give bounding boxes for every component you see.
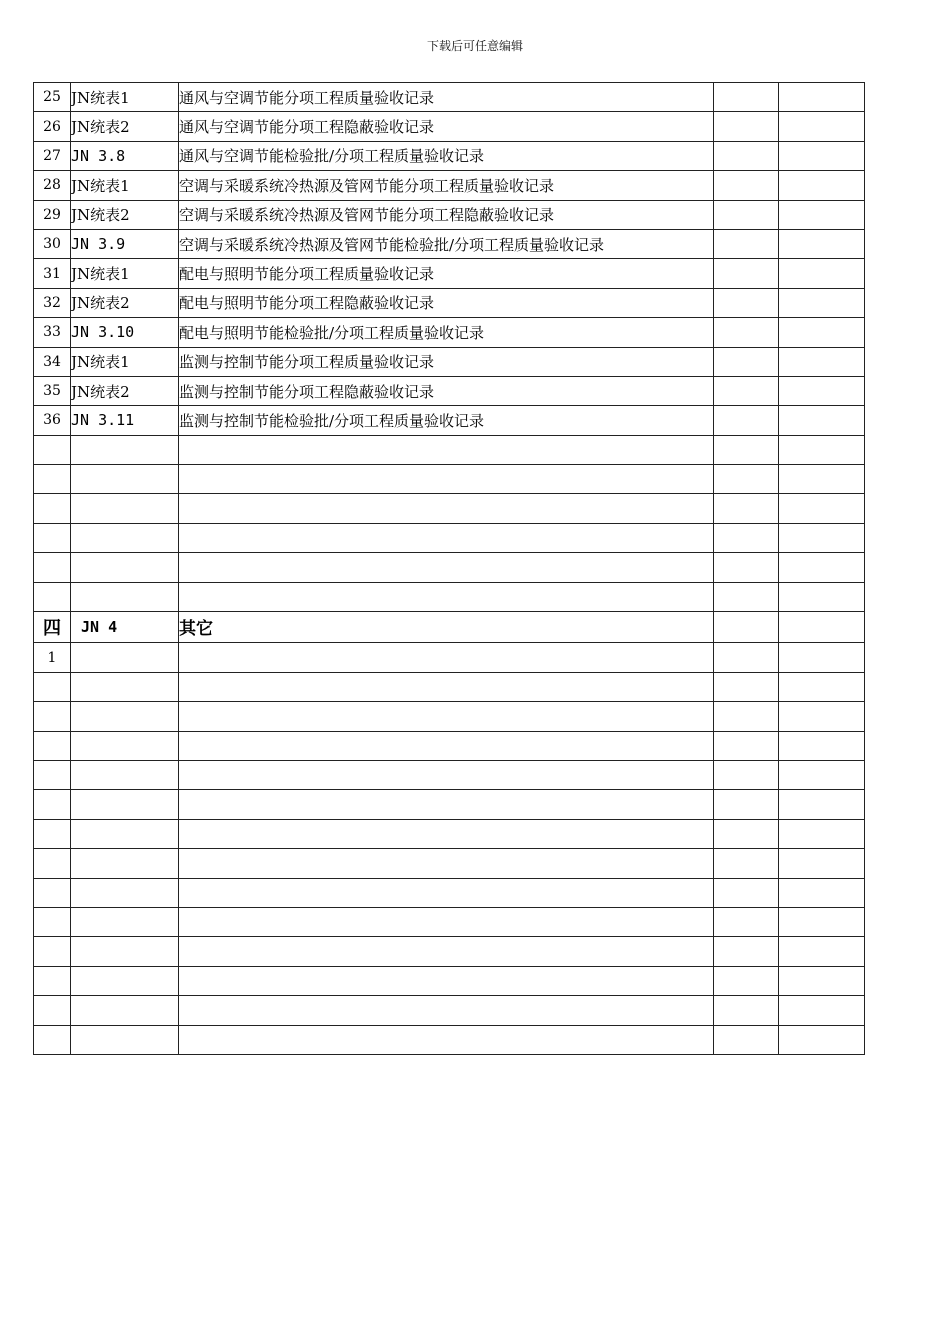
row-number-cell xyxy=(34,760,71,789)
blank-cell xyxy=(714,435,779,464)
record-name-cell xyxy=(179,907,714,936)
record-name-cell: 空调与采暖系统冷热源及管网节能检验批/分项工程质量验收记录 xyxy=(179,229,714,258)
record-table-body xyxy=(34,83,865,1055)
blank-cell xyxy=(779,200,865,229)
row-number-cell xyxy=(34,731,71,760)
form-code-cell xyxy=(71,937,179,966)
row-number-cell xyxy=(34,996,71,1025)
blank-cell xyxy=(714,849,779,878)
row-number-cell: 1 xyxy=(34,643,71,672)
form-code-cell xyxy=(71,465,179,494)
table-row xyxy=(34,288,865,317)
blank-cell xyxy=(779,435,865,464)
blank-cell xyxy=(779,406,865,435)
table-row xyxy=(34,229,865,258)
blank-cell xyxy=(714,819,779,848)
row-number-cell xyxy=(34,907,71,936)
form-code-cell: JN统表2 xyxy=(71,376,179,405)
blank-cell xyxy=(779,112,865,141)
record-name-cell xyxy=(179,731,714,760)
record-name-cell: 空调与采暖系统冷热源及管网节能分项工程质量验收记录 xyxy=(179,171,714,200)
table-row xyxy=(34,141,865,170)
form-code-cell xyxy=(71,702,179,731)
table-row xyxy=(34,760,865,789)
blank-cell xyxy=(779,702,865,731)
blank-cell xyxy=(714,200,779,229)
record-name-cell xyxy=(179,702,714,731)
blank-cell xyxy=(779,937,865,966)
table-row xyxy=(34,376,865,405)
row-number-cell xyxy=(34,553,71,582)
table-row xyxy=(34,171,865,200)
form-code-cell: JN统表2 xyxy=(71,200,179,229)
row-number-cell: 25 xyxy=(34,83,71,112)
row-number-cell xyxy=(34,582,71,611)
blank-cell xyxy=(714,790,779,819)
blank-cell xyxy=(714,171,779,200)
table-row xyxy=(34,937,865,966)
record-name-cell: 配电与照明节能分项工程隐蔽验收记录 xyxy=(179,288,714,317)
table-row xyxy=(34,612,865,643)
blank-cell xyxy=(714,582,779,611)
row-number-cell: 33 xyxy=(34,318,71,347)
record-name-cell: 配电与照明节能检验批/分项工程质量验收记录 xyxy=(179,318,714,347)
blank-cell xyxy=(714,83,779,112)
form-code-cell: JN 4 xyxy=(71,612,179,643)
record-name-cell xyxy=(179,760,714,789)
row-number-cell xyxy=(34,966,71,995)
blank-cell xyxy=(779,553,865,582)
table-row xyxy=(34,465,865,494)
form-code-cell: JN统表1 xyxy=(71,259,179,288)
table-row xyxy=(34,702,865,731)
record-name-cell: 监测与控制节能分项工程隐蔽验收记录 xyxy=(179,376,714,405)
record-name-cell xyxy=(179,1025,714,1054)
blank-cell xyxy=(779,229,865,258)
record-name-cell: 监测与控制节能检验批/分项工程质量验收记录 xyxy=(179,406,714,435)
record-name-cell: 配电与照明节能分项工程质量验收记录 xyxy=(179,259,714,288)
blank-cell xyxy=(714,523,779,552)
form-code-cell xyxy=(71,760,179,789)
row-number-cell: 27 xyxy=(34,141,71,170)
form-code-cell: JN 3.9 xyxy=(71,229,179,258)
table-row xyxy=(34,112,865,141)
row-number-cell xyxy=(34,819,71,848)
row-number-cell: 32 xyxy=(34,288,71,317)
blank-cell xyxy=(714,731,779,760)
table-row xyxy=(34,582,865,611)
blank-cell xyxy=(714,996,779,1025)
blank-cell xyxy=(714,643,779,672)
row-number-cell: 36 xyxy=(34,406,71,435)
form-code-cell xyxy=(71,878,179,907)
row-number-cell xyxy=(34,849,71,878)
record-name-cell: 通风与空调节能分项工程隐蔽验收记录 xyxy=(179,112,714,141)
record-name-cell xyxy=(179,523,714,552)
row-number-cell xyxy=(34,1025,71,1054)
table-row xyxy=(34,1025,865,1054)
blank-cell xyxy=(714,672,779,701)
row-number-cell: 35 xyxy=(34,376,71,405)
row-number-cell xyxy=(34,672,71,701)
form-code-cell xyxy=(71,731,179,760)
record-name-cell xyxy=(179,494,714,523)
blank-cell xyxy=(714,702,779,731)
blank-cell xyxy=(714,229,779,258)
row-number-cell xyxy=(34,878,71,907)
form-code-cell: JN 3.11 xyxy=(71,406,179,435)
form-code-cell: JN统表2 xyxy=(71,288,179,317)
blank-cell xyxy=(779,376,865,405)
blank-cell xyxy=(779,760,865,789)
table-row xyxy=(34,318,865,347)
form-code-cell: JN统表2 xyxy=(71,112,179,141)
record-name-cell: 监测与控制节能分项工程质量验收记录 xyxy=(179,347,714,376)
table-row xyxy=(34,259,865,288)
row-number-cell xyxy=(34,937,71,966)
table-row xyxy=(34,406,865,435)
blank-cell xyxy=(714,288,779,317)
row-number-cell xyxy=(34,702,71,731)
record-name-cell xyxy=(179,790,714,819)
record-name-cell xyxy=(179,643,714,672)
blank-cell xyxy=(714,318,779,347)
blank-cell xyxy=(714,553,779,582)
table-row xyxy=(34,200,865,229)
table-row xyxy=(34,966,865,995)
table-row xyxy=(34,996,865,1025)
blank-cell xyxy=(714,612,779,643)
blank-cell xyxy=(714,259,779,288)
table-row xyxy=(34,849,865,878)
row-number-cell: 30 xyxy=(34,229,71,258)
record-name-cell xyxy=(179,435,714,464)
blank-cell xyxy=(779,790,865,819)
record-name-cell xyxy=(179,819,714,848)
blank-cell xyxy=(779,907,865,936)
form-code-cell xyxy=(71,849,179,878)
blank-cell xyxy=(779,259,865,288)
form-code-cell xyxy=(71,494,179,523)
blank-cell xyxy=(779,878,865,907)
table-row xyxy=(34,819,865,848)
blank-cell xyxy=(714,406,779,435)
blank-cell xyxy=(779,141,865,170)
row-number-cell xyxy=(34,465,71,494)
form-code-cell xyxy=(71,553,179,582)
blank-cell xyxy=(779,523,865,552)
blank-cell xyxy=(714,465,779,494)
record-name-cell xyxy=(179,553,714,582)
row-number-cell xyxy=(34,435,71,464)
row-number-cell xyxy=(34,494,71,523)
table-row xyxy=(34,790,865,819)
row-number-cell: 26 xyxy=(34,112,71,141)
blank-cell xyxy=(779,347,865,376)
table-row xyxy=(34,435,865,464)
blank-cell xyxy=(779,83,865,112)
blank-cell xyxy=(779,966,865,995)
form-code-cell xyxy=(71,523,179,552)
table-row xyxy=(34,907,865,936)
blank-cell xyxy=(714,907,779,936)
blank-cell xyxy=(779,731,865,760)
form-code-cell xyxy=(71,643,179,672)
record-name-cell xyxy=(179,937,714,966)
blank-cell xyxy=(779,643,865,672)
blank-cell xyxy=(714,347,779,376)
blank-cell xyxy=(779,288,865,317)
blank-cell xyxy=(779,465,865,494)
form-code-cell xyxy=(71,819,179,848)
blank-cell xyxy=(714,966,779,995)
row-number-cell: 29 xyxy=(34,200,71,229)
blank-cell xyxy=(779,612,865,643)
record-name-cell xyxy=(179,465,714,494)
blank-cell xyxy=(779,672,865,701)
blank-cell xyxy=(714,141,779,170)
blank-cell xyxy=(779,996,865,1025)
form-code-cell xyxy=(71,996,179,1025)
row-number-cell: 28 xyxy=(34,171,71,200)
blank-cell xyxy=(714,494,779,523)
record-name-cell xyxy=(179,582,714,611)
blank-cell xyxy=(779,1025,865,1054)
blank-cell xyxy=(779,171,865,200)
record-name-cell xyxy=(179,849,714,878)
form-code-cell xyxy=(71,907,179,936)
form-code-cell: JN统表1 xyxy=(71,83,179,112)
record-name-cell xyxy=(179,878,714,907)
table-row xyxy=(34,347,865,376)
row-number-cell: 四 xyxy=(34,612,71,643)
row-number-cell: 31 xyxy=(34,259,71,288)
row-number-cell xyxy=(34,790,71,819)
record-name-cell: 空调与采暖系统冷热源及管网节能分项工程隐蔽验收记录 xyxy=(179,200,714,229)
record-table xyxy=(33,82,865,1055)
form-code-cell xyxy=(71,1025,179,1054)
form-code-cell: JN统表1 xyxy=(71,171,179,200)
record-name-cell: 其它 xyxy=(179,612,714,643)
blank-cell xyxy=(714,1025,779,1054)
blank-cell xyxy=(779,582,865,611)
table-row xyxy=(34,878,865,907)
table-row xyxy=(34,83,865,112)
form-code-cell xyxy=(71,790,179,819)
record-name-cell: 通风与空调节能分项工程质量验收记录 xyxy=(179,83,714,112)
blank-cell xyxy=(714,878,779,907)
row-number-cell: 34 xyxy=(34,347,71,376)
table-row xyxy=(34,643,865,672)
blank-cell xyxy=(714,760,779,789)
form-code-cell: JN 3.8 xyxy=(71,141,179,170)
blank-cell xyxy=(779,318,865,347)
blank-cell xyxy=(779,849,865,878)
form-code-cell: JN 3.10 xyxy=(71,318,179,347)
blank-cell xyxy=(714,112,779,141)
record-name-cell: 通风与空调节能检验批/分项工程质量验收记录 xyxy=(179,141,714,170)
page-header: 下载后可任意编辑 xyxy=(426,39,523,53)
table-row xyxy=(34,672,865,701)
table-row xyxy=(34,731,865,760)
table-row xyxy=(34,553,865,582)
row-number-cell xyxy=(34,523,71,552)
blank-cell xyxy=(779,494,865,523)
form-code-cell: JN统表1 xyxy=(71,347,179,376)
record-name-cell xyxy=(179,672,714,701)
table-row xyxy=(34,523,865,552)
form-code-cell xyxy=(71,966,179,995)
blank-cell xyxy=(714,376,779,405)
blank-cell xyxy=(779,819,865,848)
table-row xyxy=(34,494,865,523)
record-name-cell xyxy=(179,996,714,1025)
blank-cell xyxy=(714,937,779,966)
form-code-cell xyxy=(71,435,179,464)
form-code-cell xyxy=(71,672,179,701)
form-code-cell xyxy=(71,582,179,611)
record-name-cell xyxy=(179,966,714,995)
